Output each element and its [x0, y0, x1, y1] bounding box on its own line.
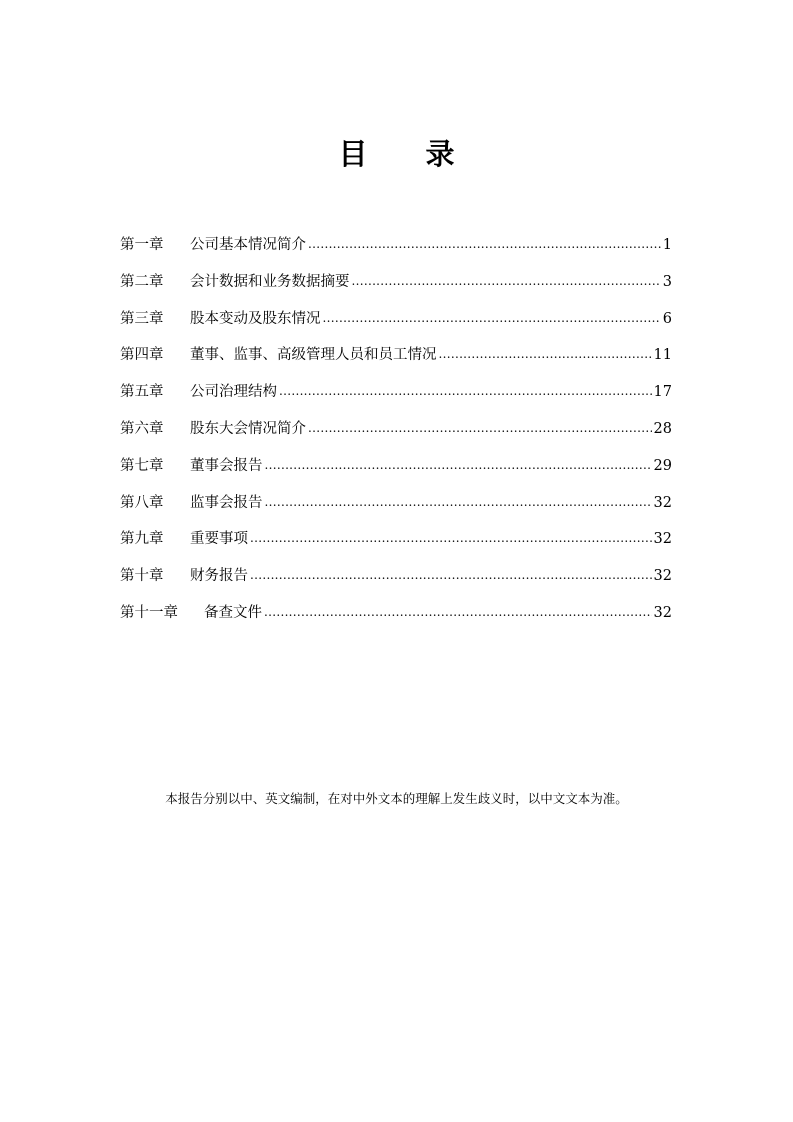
toc-entry-6[interactable]: [120, 417, 672, 454]
toc-leader-dots: [279, 379, 652, 403]
toc-leader-dots: [250, 526, 652, 550]
toc-chapter-title: 股本变动及股东情况: [190, 310, 321, 327]
toc-chapter-title: 董事会报告: [190, 457, 263, 474]
toc-chapter-title: 股东大会情况简介: [190, 420, 306, 437]
toc-chapter-number: 第七章: [120, 457, 164, 474]
toc-chapter-number: 第十一章: [120, 604, 178, 621]
toc-leader-dots: [264, 600, 652, 624]
toc-page-number: 17: [653, 384, 672, 401]
toc-page-number: 1: [662, 237, 672, 253]
title-char-2: 录: [425, 137, 455, 171]
toc-chapter-title: 会计数据和业务数据摘要: [190, 273, 350, 290]
toc-leader-dots: [308, 416, 652, 440]
toc-chapter-title: 公司基本情况简介: [190, 237, 306, 253]
toc-chapter-title: 公司治理结构: [190, 384, 277, 401]
toc-page-number: 29: [653, 457, 672, 474]
toc-chapter-number: 第一章: [120, 237, 164, 253]
toc-page-number: 32: [653, 531, 672, 548]
toc-chapter-title: 重要事项: [190, 531, 248, 548]
toc-entry-9[interactable]: [120, 527, 672, 564]
toc-leader-dots: [308, 232, 661, 256]
toc-leader-dots: [439, 342, 652, 366]
toc-page-number: 28: [653, 420, 672, 437]
toc-entry-8[interactable]: [120, 491, 672, 528]
toc-leader-dots: [250, 563, 652, 587]
toc-entry-10[interactable]: [120, 564, 672, 601]
page-title: [0, 134, 793, 174]
toc-entry-2[interactable]: [120, 270, 672, 307]
toc-chapter-number: 第九章: [120, 531, 164, 548]
toc-page-number: 6: [662, 310, 672, 327]
toc-entry-1[interactable]: [120, 233, 672, 270]
toc-chapter-title: 备查文件: [204, 604, 262, 621]
toc-leader-dots: [352, 269, 661, 293]
toc-chapter-number: 第八章: [120, 494, 164, 511]
toc-chapter-number: 第二章: [120, 273, 164, 290]
toc-chapter-title: 监事会报告: [190, 494, 263, 511]
toc-entry-4[interactable]: [120, 343, 672, 380]
language-disclaimer: 本报告分别以中、英文编制，在对中外文本的理解上发生歧义时，以中文文本为准。: [165, 791, 628, 806]
toc-chapter-number: 第五章: [120, 384, 164, 401]
toc-leader-dots: [265, 453, 652, 477]
toc-chapter-title: 财务报告: [190, 568, 248, 585]
toc-page-number: 32: [653, 494, 672, 511]
toc-chapter-number: 第十章: [120, 568, 164, 585]
toc-chapter-number: 第六章: [120, 420, 164, 437]
toc-leader-dots: [265, 490, 652, 514]
toc-page-number: 32: [653, 568, 672, 585]
toc-entry-5[interactable]: [120, 380, 672, 417]
toc-chapter-number: 第三章: [120, 310, 164, 327]
toc-entry-11[interactable]: [120, 601, 672, 638]
toc-page-number: 11: [653, 347, 672, 364]
toc-chapter-number: 第四章: [120, 347, 164, 364]
toc-entry-3[interactable]: [120, 307, 672, 344]
toc-leader-dots: [323, 306, 661, 330]
table-of-contents: [120, 233, 672, 638]
toc-chapter-title: 董事、监事、高级管理人员和员工情况: [190, 347, 437, 364]
toc-entry-7[interactable]: [120, 454, 672, 491]
toc-page-number: 32: [653, 604, 672, 621]
toc-page-number: 3: [662, 273, 672, 290]
title-char-1: 目: [338, 137, 368, 171]
